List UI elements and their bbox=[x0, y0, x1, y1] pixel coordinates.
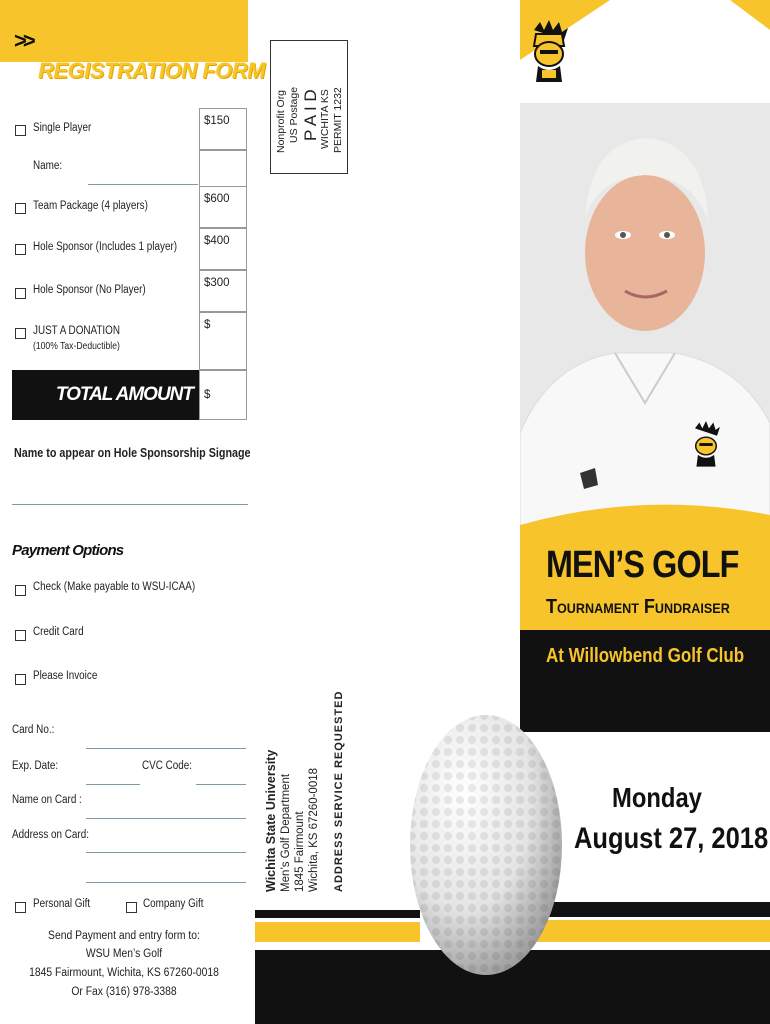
name-line[interactable] bbox=[88, 184, 198, 185]
hole-sponsor-label: Hole Sponsor (Includes 1 player) bbox=[33, 241, 178, 253]
return-dept: Men’s Golf Department bbox=[280, 773, 292, 892]
exp-date-line[interactable] bbox=[86, 784, 140, 785]
address-line-2[interactable] bbox=[86, 882, 246, 883]
team-package-checkbox[interactable] bbox=[15, 203, 26, 214]
postage-stamp bbox=[270, 40, 348, 174]
shirt-logo-icon bbox=[686, 421, 726, 471]
donation-checkbox[interactable] bbox=[15, 328, 26, 339]
total-amount[interactable]: $ bbox=[199, 370, 247, 420]
check-checkbox[interactable] bbox=[15, 585, 26, 596]
single-player-label: Single Player bbox=[33, 122, 92, 134]
header-bar bbox=[0, 0, 248, 62]
credit-card-label: Credit Card bbox=[33, 626, 84, 638]
return-city: Wichita, KS 67260-0018 bbox=[308, 767, 320, 892]
send-line-1: Send Payment and entry form to: bbox=[48, 930, 200, 942]
team-package-label: Team Package (4 players) bbox=[33, 200, 148, 212]
donation-sublabel: (100% Tax-Deductible) bbox=[33, 341, 120, 352]
event-title: MEN’S GOLF bbox=[546, 544, 739, 586]
cvc-line[interactable] bbox=[196, 784, 246, 785]
personal-gift-checkbox[interactable] bbox=[15, 902, 26, 913]
hole-sponsor-no-player-checkbox[interactable] bbox=[15, 288, 26, 299]
name-label: Name: bbox=[33, 160, 63, 172]
credit-card-checkbox[interactable] bbox=[15, 630, 26, 641]
golf-ball-icon bbox=[406, 710, 566, 980]
send-line-2: WSU Men’s Golf bbox=[85, 948, 163, 960]
address-service: ADDRESS SERVICE REQUESTED bbox=[333, 690, 345, 892]
send-line-4: Or Fax (316) 978-3388 bbox=[71, 986, 177, 998]
event-day: Monday bbox=[612, 782, 702, 813]
card-no-label: Card No.: bbox=[12, 724, 55, 736]
postage-line5: PERMIT 1232 bbox=[332, 87, 344, 153]
total-label: TOTAL AMOUNT bbox=[55, 384, 193, 405]
exp-date-label: Exp. Date: bbox=[12, 760, 59, 772]
team-package-price: $600 bbox=[199, 186, 247, 228]
event-date: August 27, 2018 bbox=[574, 822, 769, 855]
hole-sponsor-no-player-price: $300 bbox=[199, 270, 247, 312]
stripe-yellow-1 bbox=[255, 922, 420, 942]
donation-label: JUST A DONATION bbox=[33, 325, 121, 337]
stripe-black-1 bbox=[255, 910, 420, 918]
signage-label: Name to appear on Hole Sponsorship Signage bbox=[14, 446, 251, 460]
return-org: Wichita State University bbox=[264, 749, 278, 892]
company-gift-checkbox[interactable] bbox=[126, 902, 137, 913]
personal-gift-label: Personal Gift bbox=[33, 898, 91, 910]
hole-sponsor-no-player-label: Hole Sponsor (No Player) bbox=[33, 284, 146, 296]
card-no-line[interactable] bbox=[86, 748, 246, 749]
total-bar bbox=[12, 370, 199, 420]
registration-title: REGISTRATION FORM bbox=[38, 58, 265, 83]
company-gift-label: Company Gift bbox=[143, 898, 204, 910]
single-player-checkbox[interactable] bbox=[15, 125, 26, 136]
postage-paid: P A I D bbox=[301, 89, 320, 141]
hole-sponsor-price: $400 bbox=[199, 228, 247, 270]
invoice-checkbox[interactable] bbox=[15, 674, 26, 685]
invoice-label: Please Invoice bbox=[33, 670, 98, 682]
return-street: 1845 Fairmount bbox=[294, 811, 306, 892]
event-venue: At Willowbend Golf Club bbox=[546, 645, 745, 667]
hole-sponsor-checkbox[interactable] bbox=[15, 244, 26, 255]
postage-line4: WICHITA KS bbox=[319, 89, 331, 149]
name-price-box bbox=[199, 150, 247, 186]
event-subtitle: Tournament Fundraiser bbox=[546, 596, 730, 618]
coach-photo bbox=[520, 103, 770, 533]
send-line-3: 1845 Fairmount, Wichita, KS 67260-0018 bbox=[29, 967, 219, 979]
single-player-price: $150 bbox=[199, 108, 247, 150]
name-on-card-line[interactable] bbox=[86, 818, 246, 819]
shocker-logo-icon bbox=[526, 20, 572, 88]
donation-amount[interactable]: $ bbox=[199, 312, 247, 370]
address-line-1[interactable] bbox=[86, 852, 246, 853]
postage-line1: Nonprofit Org bbox=[275, 89, 287, 153]
postage-line2: US Postage bbox=[288, 86, 300, 143]
cvc-label: CVC Code: bbox=[142, 760, 193, 772]
address-on-card-label: Address on Card: bbox=[12, 829, 89, 841]
check-label: Check (Make payable to WSU-ICAA) bbox=[33, 581, 196, 593]
payment-title: Payment Options bbox=[12, 542, 124, 559]
name-on-card-label: Name on Card : bbox=[12, 794, 82, 806]
signage-line[interactable] bbox=[12, 504, 248, 505]
chevron-icon: >> bbox=[14, 28, 32, 53]
